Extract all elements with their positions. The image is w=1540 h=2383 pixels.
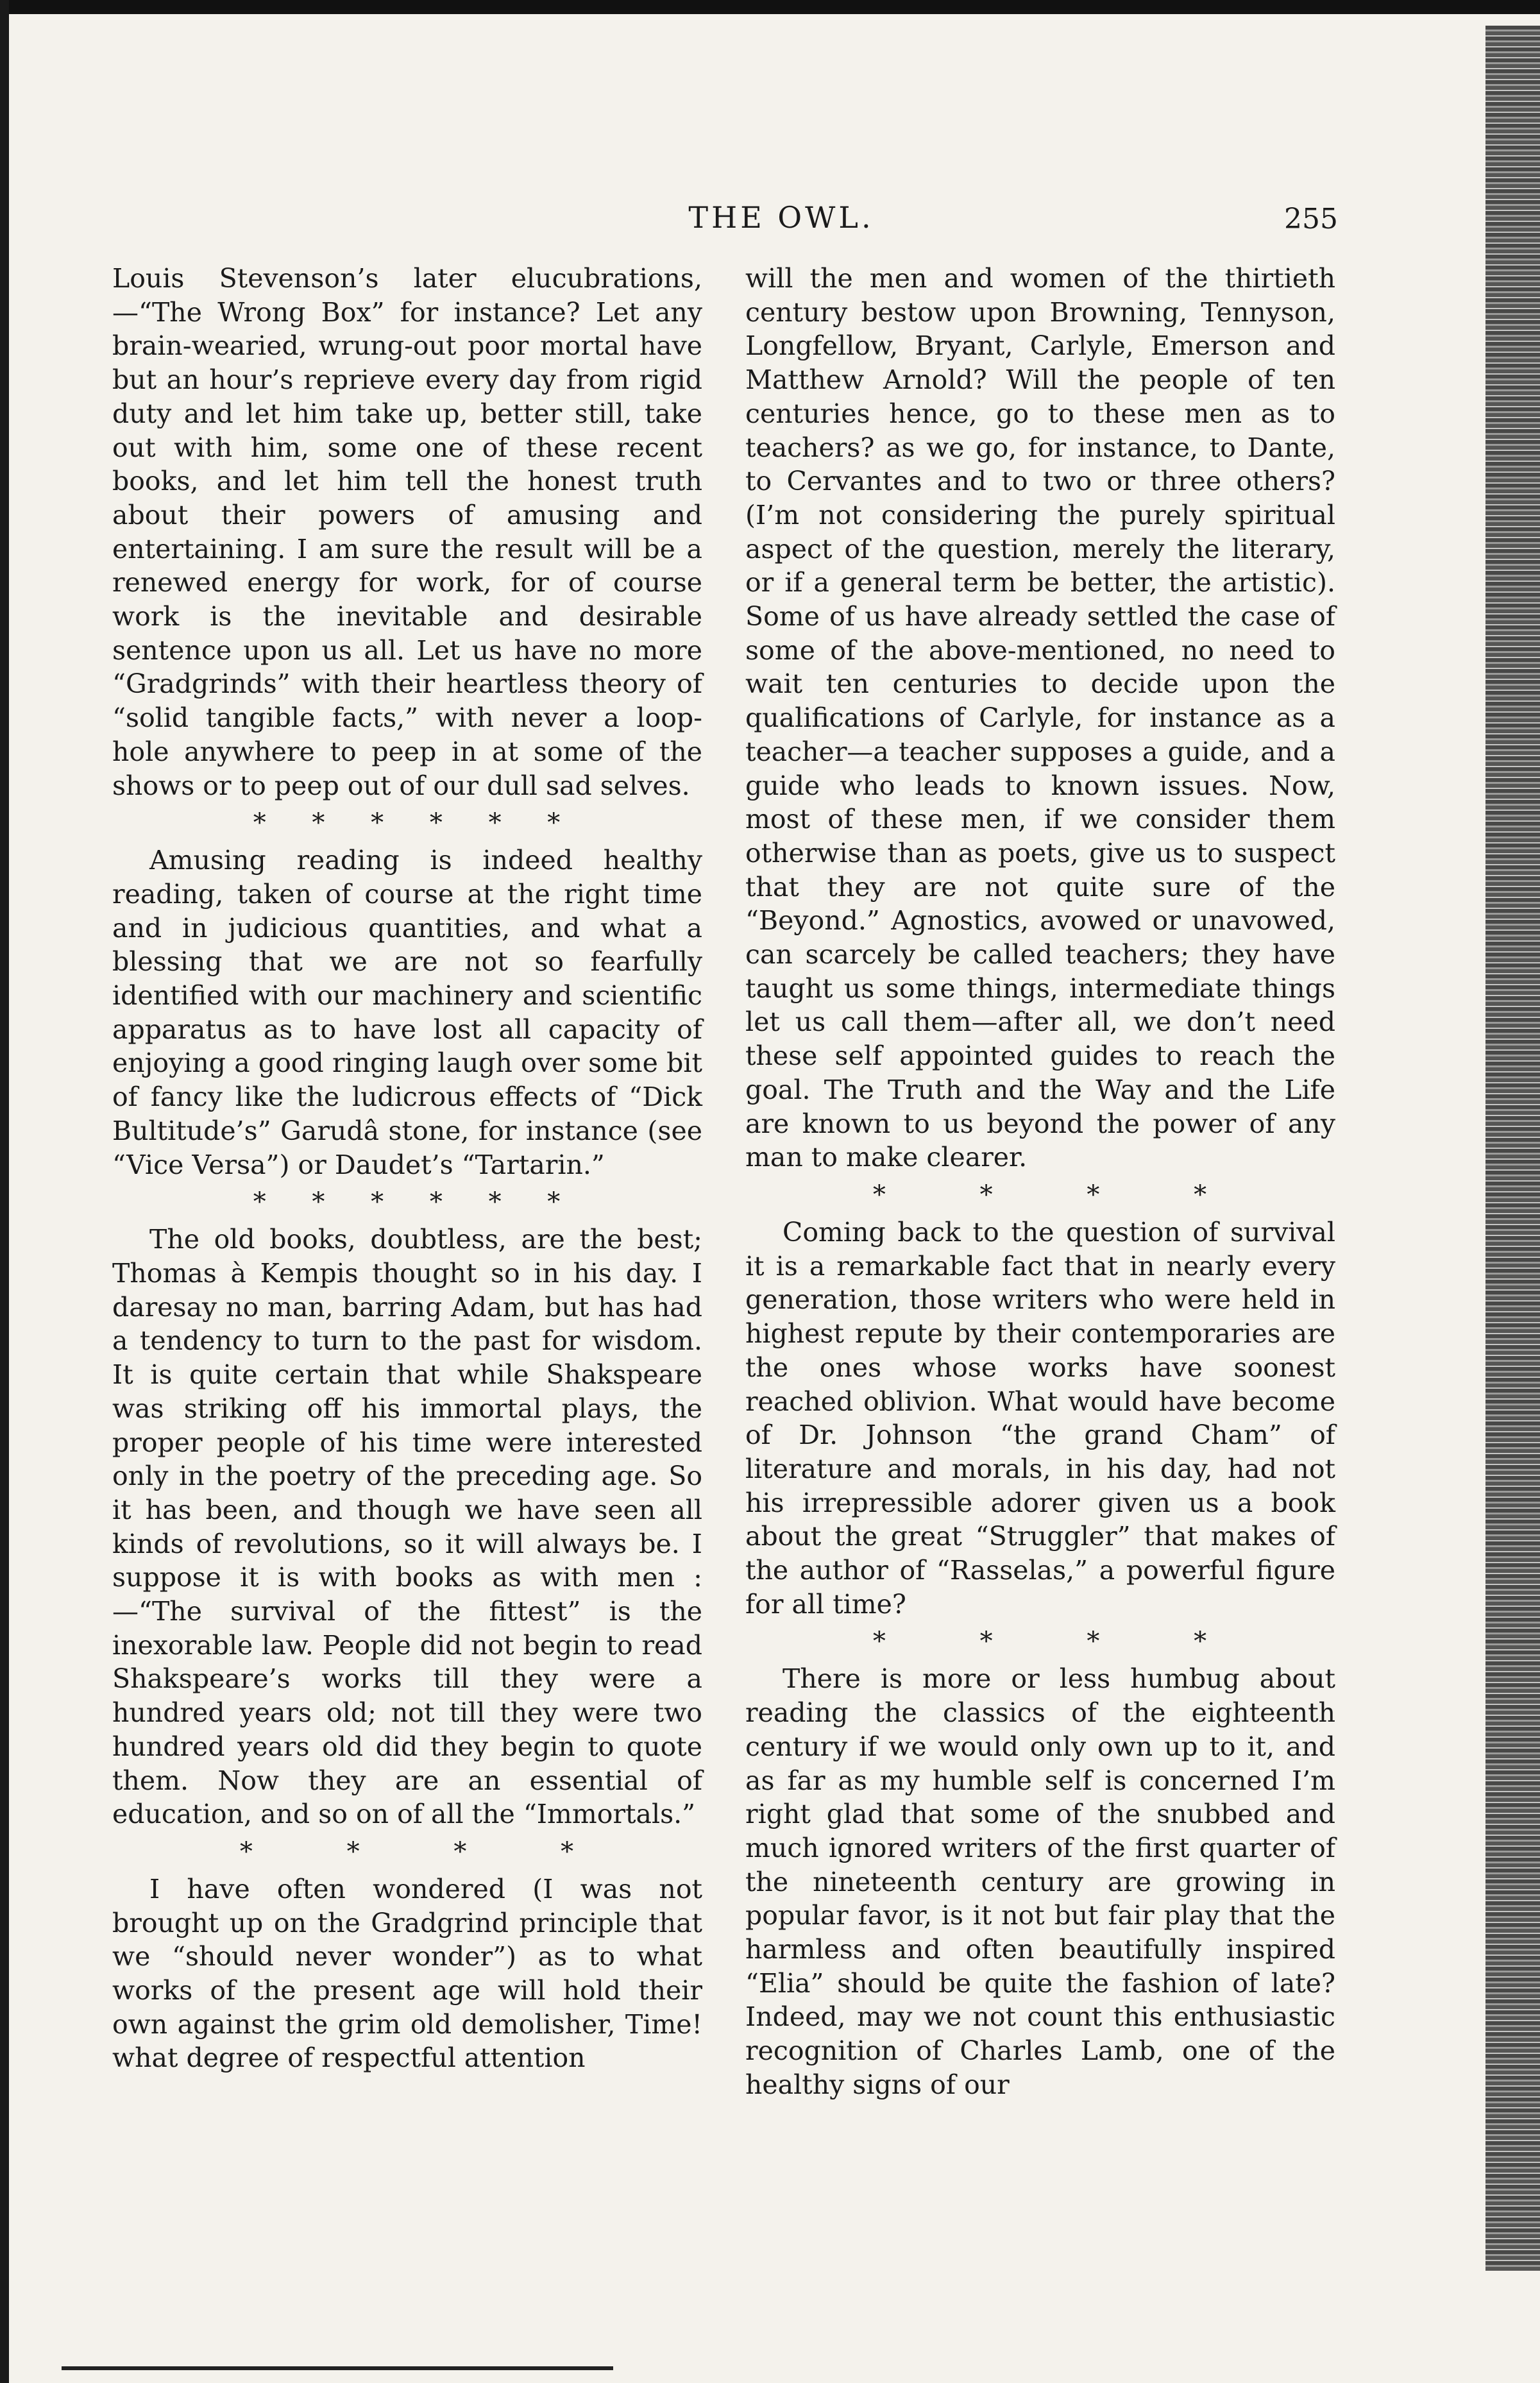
section-divider: * * * * * * [253, 808, 562, 838]
section-divider: * * * * [872, 1627, 1208, 1657]
section-divider: * * * * [239, 1836, 575, 1867]
left-column [112, 262, 702, 2075]
left-paragraph-2: Amusing reading is indeed healthy reading, taken of course at the right time and in judicious quantities, and what a blessing that we are not so fearfully identified with our machinery and scientific apparatus as to have lost all capacity of enjoying a good ringing laugh over some bit of fancy like the ludicrous effects of “Dick Bultitude’s” Garudâ stone, for instance (see “Vice Versa”) or Daudet’s “Tartarin.” [112, 845, 702, 1180]
right-paragraph-1: will the men and women of the thirtieth century bestow upon Browning, Tennyson, Longfellow, Bryant, Carlyle, Emerson and Matthew Arnold? Will the people of ten centuries hence, go to these men as to teachers? as we go, for instance, to Dante, to Cervantes and to two or three others? (I’m not considering the purely spiritual aspect of the question, merely the literary, or if a general term be better, the artistic). Some of us have already settled the case of some of the above-mentioned, no need to wait ten centuries to decide upon the qualifications of Carlyle, for instance as a teacher—a teacher supposes a guide, and a guide who leads to known issues. Now, most of these men, if we consider them otherwise than as poets, give us to suspect that they are not quite sure of the “Beyond.” Agnostics, avowed or unavowed, can scarcely be called teachers; they have taught us some things, intermediate things let us call them—after all, we don’t need these self appointed guides to reach the goal. The Truth and the Way and the Life are known to us beyond the power of any man to make clearer. [745, 263, 1335, 1173]
right-paragraph-2: Coming back to the question of survival it is a remarkable fact that in nearly every generation, those writers who were held in highest repute by their contemporaries are the ones whose works have soonest reached oblivion. What would have become of Dr. Johnson “the grand Cham” of literature and morals, in his day, had not his irrepressible adorer given us a book about the great “Struggler” that makes of the author of “Rasselas,” a powerful figure for all time? [745, 1216, 1335, 1620]
scan-top-border [0, 0, 1540, 14]
right-paragraph-3: There is more or less humbug about reading the classics of the eighteenth century if we would only own up to it, and as far as my humble self is concerned I’m right glad that some of the snubbed and much ignored writers of the first quarter of the nineteenth century are growing in popular favor, is it not but fair play that the harmless and often beautifully inspired “Elia” should be quite the fashion of late? Indeed, may we not count this enthusiastic recognition of Charles Lamb, one of the healthy signs of our [745, 1663, 1335, 2100]
running-title: THE OWL. [688, 200, 874, 235]
section-divider: * * * * * * [253, 1187, 562, 1217]
scan-right-edge [1485, 26, 1540, 2271]
scan-left-border [0, 0, 9, 2383]
right-column [745, 262, 1335, 2102]
left-paragraph-3: The old books, doubtless, are the best; Thomas à Kempis thought so in his day. I daresay no man, barring Adam, but has had a tendency to turn to the past for wisdom. It is quite certain that while Shakspeare was striking off his immortal plays, the proper people of his time were interested only in the poetry of the preceding age. So it has been, and though we have seen all kinds of revolutions, so it will always be. I suppose it is with books as with men :—“The survival of the fittest” is the inexorable law. People did not begin to read Shakspeare’s works till they were a hundred years old; not till they were two hundred years old did they begin to quote them. Now they are an essential of education, and so on of all the “Immortals.” [112, 1224, 702, 1830]
page-header [62, 200, 1344, 245]
left-paragraph-4: I have often wondered (I was not brought up on the Gradgrind principle that we “should never wonder”) as to what works of the present age will hold their own against the grim old demolisher, Time! what degree of respectful attention [112, 1873, 702, 2074]
left-paragraph-1: Louis Stevenson’s later elucubrations, —“The Wrong Box” for instance? Let any brain-wearied, wrung-out poor mortal have but an hour’s reprieve every day from rigid duty and let him take up, better still, take out with him, some one of these recent books, and let him tell the honest truth about their powers of amusing and entertaining. I am sure the result will be a renewed energy for work, for of course work is the inevitable and desirable sentence upon us all. Let us have no more “Gradgrinds” with their heartless theory of “solid tangible facts,” with never a loop-hole anywhere to peep in at some of the shows or to peep out of our dull sad selves. [112, 263, 702, 801]
scan-bottom-rule [62, 2366, 613, 2370]
section-divider: * * * * [872, 1180, 1208, 1210]
page-number: 255 [1284, 203, 1338, 235]
